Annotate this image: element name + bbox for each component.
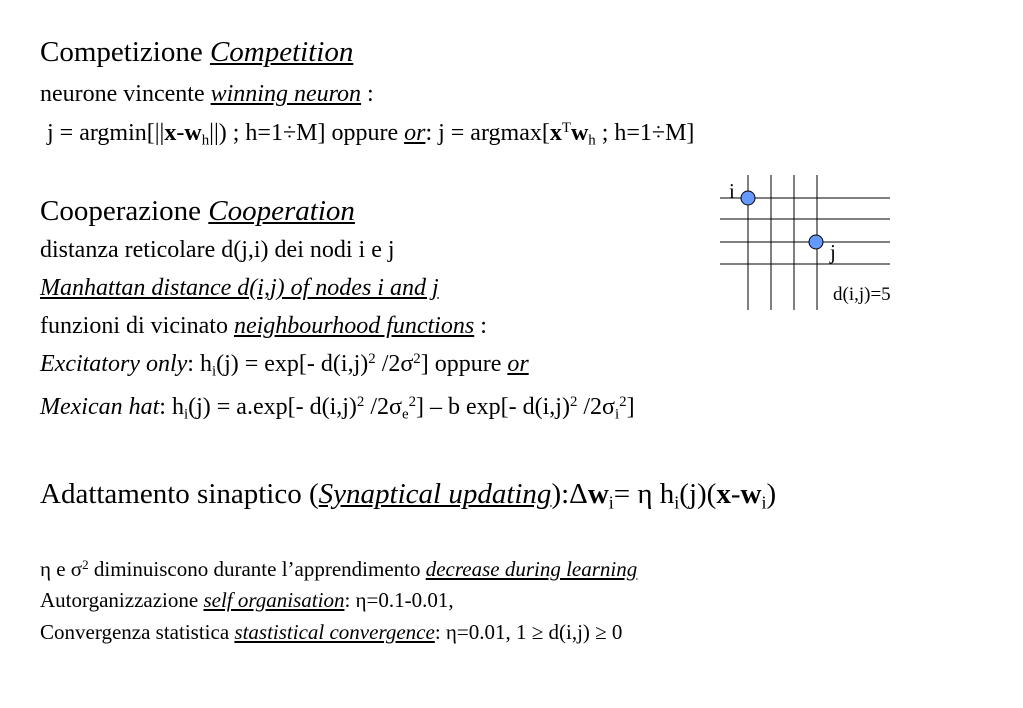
- node-i-label: i: [729, 179, 735, 203]
- synaptic-updating-line: Adattamento sinaptico (Synaptical $updating):\Delta w_i= \eta$ $h_i(j)(x-w_i)$: [40, 478, 777, 513]
- manhattan-distance-en: Manhattan distance d(i,j) of nodes i and j: [40, 275, 439, 301]
- lattice-diagram: [715, 165, 915, 325]
- convergence-note: Convergenza statistica stastistical convergence: η=0.01, 1 ≥ d(i,j) ≥ 0: [40, 620, 623, 644]
- self-organisation-note: Autorganizzazione self organisation: η=0.1-0.01,: [40, 588, 454, 612]
- mexican-hat-formula: Mexican hat: $h_i(j) = a.\exp[-$ $d(i,j)^2$ $/2\sigma_e^2$] – b exp[- $d(i,j)^2$ $/2\sigma_i^2$]: [40, 393, 635, 423]
- node-i: [741, 191, 755, 205]
- lattice-distance-it: distanza reticolare d(j,i) dei nodi i e j: [40, 237, 395, 263]
- excitatory-formula: Excitatory only: $h_i(j) = \exp[-$ $d(i,j)^2$ $/2\sigma^2$] oppure or: [40, 350, 529, 380]
- cooperation-title: Cooperazione Cooperation: [40, 195, 355, 227]
- node-j: [809, 235, 823, 249]
- node-j-label: j: [830, 240, 836, 264]
- decrease-note: η e $\sigma^2$ diminuiscono durante l’apprendimento decrease during learning: [40, 556, 638, 581]
- distance-label: d(i,j)=5: [833, 284, 891, 305]
- competition-rule: $j = argmin[||x-w_h||)$ ; h=1÷M] oppure or: $j = argmax[x^Tw_h$ ; h=1÷M]: [47, 119, 695, 149]
- winning-neuron-line: neurone vincente winning neuron :: [40, 81, 374, 107]
- neighbourhood-line: funzioni di vicinato neighbourhood functions :: [40, 313, 487, 339]
- competition-title: Competizione Competition: [40, 36, 354, 68]
